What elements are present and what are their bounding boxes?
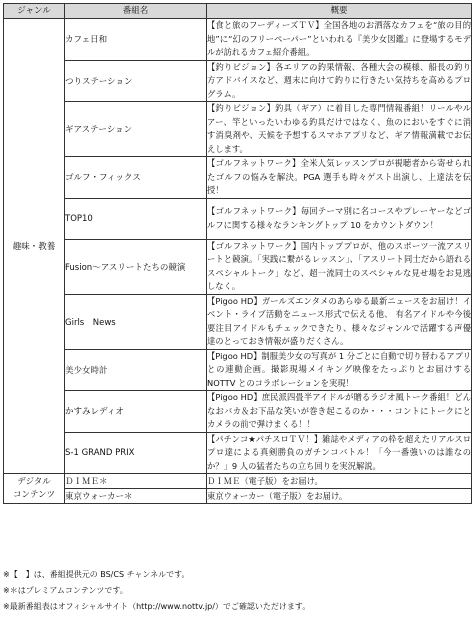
genre-hobby: 趣味・教養 — [4, 19, 65, 474]
program-name: Girls News — [65, 294, 207, 349]
program-name: 美少女時計 — [65, 349, 207, 391]
header-program-name: 番組名 — [65, 4, 207, 19]
program-name: Fusion～アスリートたちの競演 — [65, 239, 207, 294]
program-name: 東京ウォーカー＊ — [65, 489, 207, 504]
footnotes — [3, 567, 471, 615]
program-summary: 【Pigoo HD】庶民派四畳半アイドルが贈るラジオ風トーク番組！どんなおバカ＆お下品な笑いが巻き起こるのか・・・コントにトークにとカメラの前で弾けまくる！！ — [207, 391, 472, 433]
table-row — [4, 239, 472, 294]
footnote-channel: ※【 】は、番組提供元の BS/CS チャンネルです。 — [3, 570, 190, 579]
program-name: ＤＩＭＥ＊ — [65, 474, 207, 489]
table-row — [4, 474, 472, 489]
program-summary: 【ゴルフネットワーク】国内トッププロが、他のスポーツ一流アスリートと競演。「実践に繋がるレッスン」、「アスリート同士だから語れるスペシャルトーク」など、超一流同士のスペシャルな見せ場をお見逃しなく。 — [207, 239, 472, 294]
header-summary: 概要 — [207, 4, 472, 19]
genre-digital-line1: デジタル — [17, 476, 51, 487]
program-summary: 【釣りビジョン】釣具（ギア）に着目した専門情報番組！リールやルアー、竿といったいわゆる釣具だけではなく、魚のにおいをすぐに消す消臭剤や、天候を予想するスマホアプリなど、ギア情報満載でお伝えします。 — [207, 102, 472, 157]
program-name: ギアステーション — [65, 102, 207, 157]
program-summary: ＤＩＭＥ（電子版）をお届け。 — [207, 474, 472, 489]
program-name: ゴルフ・フィックス — [65, 157, 207, 199]
program-summary: 【ゴルフネットワーク】全米人気レッスンプロが視聴者から寄せられたゴルフの悩みを解決。PGA 選手も時々ゲスト出演し、上達法を伝授！ — [207, 157, 472, 199]
table-row — [4, 60, 472, 102]
header-genre: ジャンル — [4, 4, 65, 19]
program-name: つりステーション — [65, 60, 207, 102]
program-summary: 【Pigoo HD】ガールズエンタメのあらゆる最新ニュースをお届け！イベント・ライブ活動をニュース形式で伝える他、 有名アイドルや今後要注目アイドルもチェックできたり、様々なジャンルで活躍する声優達のとっておき情報が盛りだくさん。 — [207, 294, 472, 349]
table-row — [4, 391, 472, 433]
genre-digital-line2: コンテンツ — [12, 489, 56, 500]
table-row — [4, 157, 472, 199]
program-table — [3, 3, 472, 504]
program-name: かすみレディオ — [65, 391, 207, 433]
table-row — [4, 198, 472, 239]
program-name: TOP10 — [65, 198, 207, 239]
program-summary: 【ゴルフネットワーク】毎回テーマ別に名コースやプレーヤーなどゴルフに関する様々なランキングトップ 10 をカウントダウン！ — [207, 198, 472, 239]
genre-digital-content — [4, 474, 65, 504]
program-summary: 【釣りビジョン】各エリアの釣果情報、各種大会の模様、船長の釣り方アドバイスなど、週末に向けて釣りに行きたい気持ちを高めるプログラム。 — [207, 60, 472, 102]
table-row — [4, 102, 472, 157]
program-summary: 東京ウォーカー（電子版）をお届け。 — [207, 489, 472, 504]
table-row — [4, 294, 472, 349]
program-name: S-1 GRAND PRIX — [65, 432, 207, 474]
program-name: カフェ日和 — [65, 19, 207, 61]
footnote-schedule: ※最新番組表はオフィシャルサイト（http://www.nottv.jp/）でご確認いただけます。 — [3, 602, 311, 611]
header-row — [4, 4, 472, 19]
table-row — [4, 349, 472, 391]
program-summary: 【食と旅のフーディーズＴＶ】全国各地のお洒落なカフェを“旅の目的地”に“幻のフリーペーパー”といわれる『美少女図鑑』に登場するモデルが訪れるカフェ紹介番組。 — [207, 19, 472, 61]
table-row — [4, 489, 472, 504]
footnote-premium: ※＊はプレミアムコンテンツです。 — [3, 586, 128, 595]
table-row — [4, 19, 472, 61]
program-summary: 【Pigoo HD】制服美少女の写真が 1 分ごとに自動で切り替わるアプリとの連動企画。撮影現場メイキング映像をたっぷりとお届けする NOTTV とのコラボレーションを実現！ — [207, 349, 472, 391]
program-summary: 【パチンコ★パチスロＴＶ！】雑誌やメディアの枠を超えたリアルスロプロ達による真剣勝負のガチンコバトル！「今一番強いのは誰なのか？」9 人の猛者たちの立ち回りを実況解説。 — [207, 432, 472, 474]
table-row — [4, 432, 472, 474]
